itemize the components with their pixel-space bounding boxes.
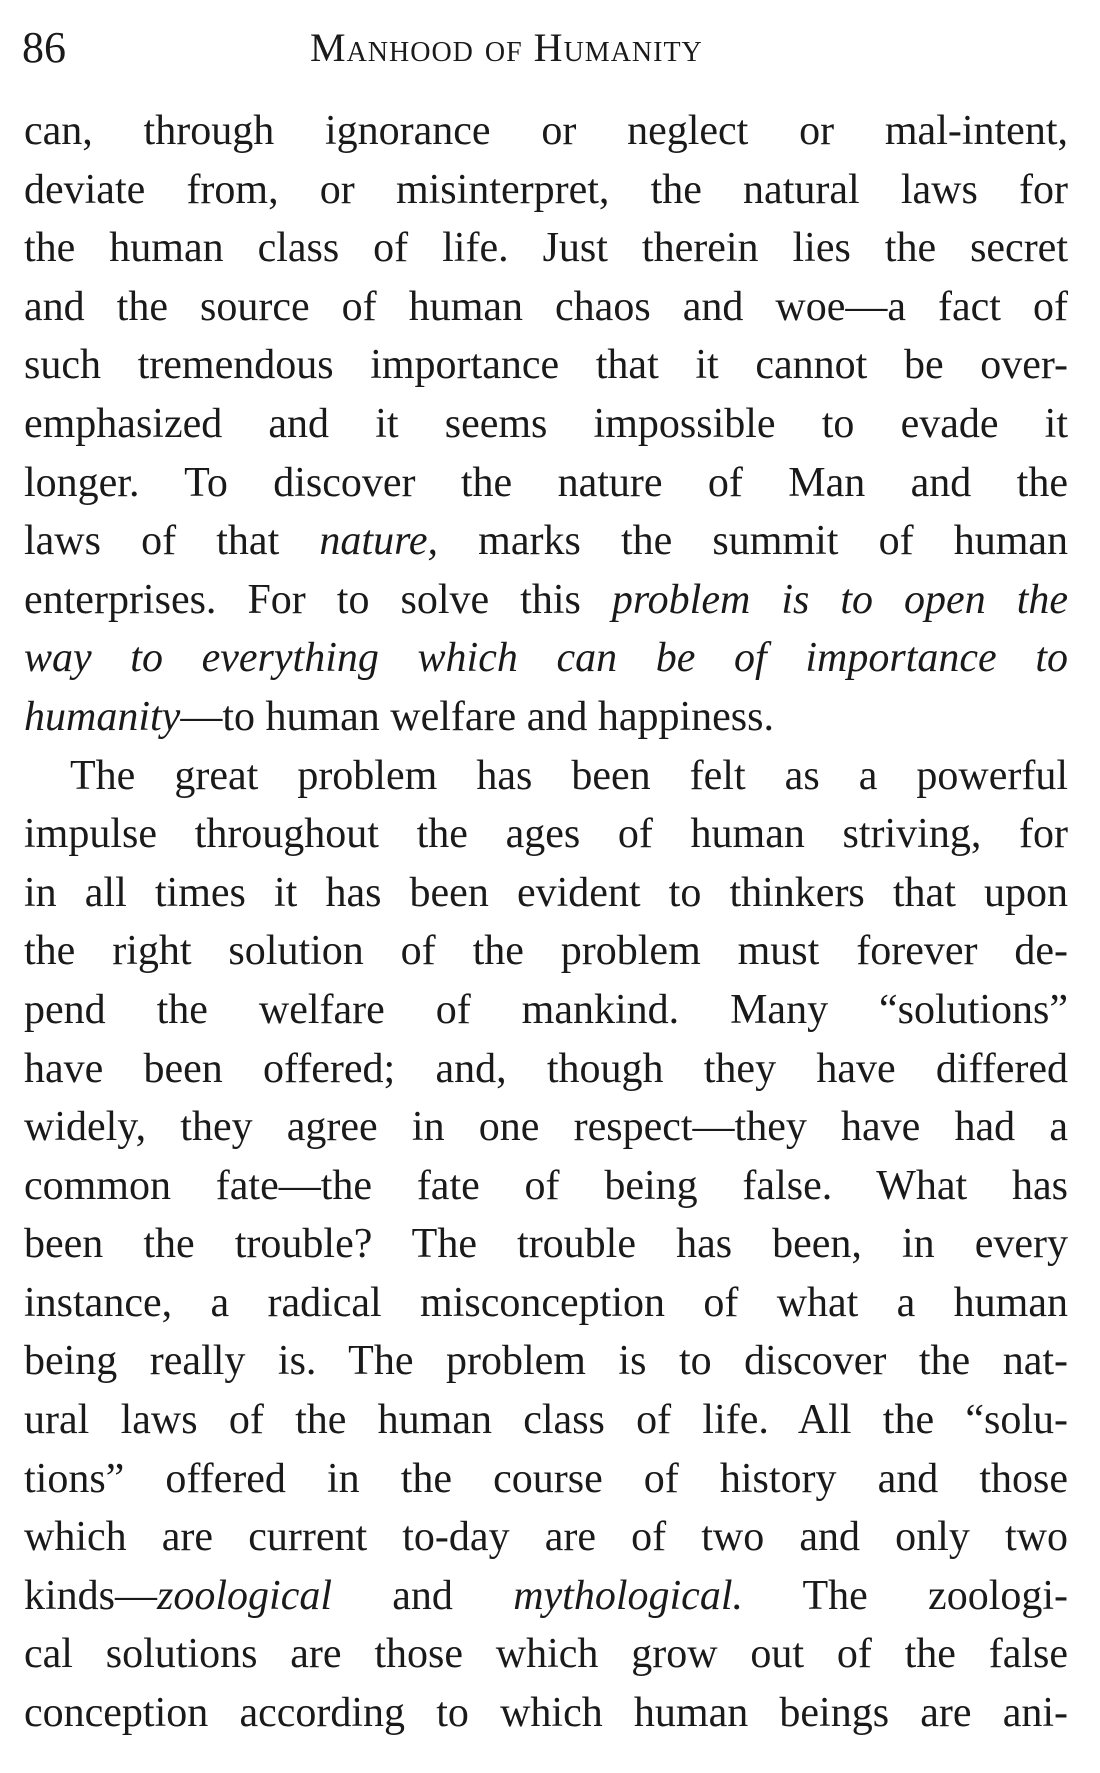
text-line: such tremendous importance that it cannot be over-	[24, 342, 1068, 389]
emphasis-text: way to everything which can be of importance to	[24, 635, 1068, 682]
text-line: being really is. The problem is to discover the nat-	[24, 1338, 1068, 1385]
text-line: been the trouble? The trouble has been, in every	[24, 1221, 1068, 1268]
text-segment: laws of that	[24, 518, 280, 565]
text-segment: kinds—	[24, 1572, 158, 1619]
text-segment: enterprises. For to solve this	[24, 576, 581, 623]
text-line: deviate from, or misinterpret, the natural laws for	[24, 166, 1068, 213]
text-segment: The zoologi-	[802, 1572, 1068, 1619]
running-head	[22, 18, 1080, 78]
text-line: instance, a radical misconception of what a human	[24, 1279, 1068, 1326]
text-line: impulse throughout the ages of human striving, for	[24, 811, 1068, 858]
text-line: ural laws of the human class of life. All the “solu-	[24, 1397, 1068, 1444]
emphasis-text: zoological	[157, 1572, 333, 1619]
emphasis-text: nature,	[319, 518, 439, 565]
text-line: can, through ignorance or neglect or mal-intent,	[24, 108, 1068, 154]
text-segment: and	[392, 1572, 453, 1619]
text-line: tions” offered in the course of history and those	[24, 1455, 1068, 1502]
text-line	[24, 688, 1068, 747]
text-line: longer. To discover the nature of Man and the	[24, 459, 1068, 506]
paragraph-1	[24, 102, 1068, 747]
text-line	[24, 1567, 1068, 1626]
paragraph-2	[24, 747, 1068, 1743]
emphasis-text: problem is to open the	[611, 576, 1068, 623]
text-line: widely, they agree in one respect—they have had a	[24, 1104, 1068, 1151]
text-line: cal solutions are those which grow out of the false	[24, 1631, 1068, 1678]
text-line: and the source of human chaos and woe—a fact of	[24, 283, 1068, 330]
text-line: the right solution of the problem must forever de-	[24, 928, 1068, 975]
text-line: The great problem has been felt as a powerful	[70, 752, 1068, 799]
text-line: common fate—the fate of being false. What has	[24, 1162, 1068, 1209]
running-title: Manhood of Humanity	[310, 25, 703, 70]
text-line: have been offered; and, though they have differed	[24, 1045, 1068, 1092]
text-segment: —to human welfare and happiness.	[180, 693, 774, 740]
emphasis-text: mythological.	[513, 1572, 743, 1619]
page-number: 86	[22, 23, 66, 72]
text-line	[24, 629, 1068, 688]
text-line	[24, 571, 1068, 630]
text-line: emphasized and it seems impossible to evade it	[24, 400, 1068, 447]
text-segment: marks the summit of human	[478, 518, 1068, 565]
text-line: in all times it has been evident to thinkers that upon	[24, 869, 1068, 916]
body-text	[24, 102, 1068, 1743]
text-line: the human class of life. Just therein lies the secret	[24, 225, 1068, 272]
text-line: conception according to which human beings are ani-	[24, 1690, 1068, 1737]
emphasis-text: humanity	[24, 693, 181, 740]
text-line: which are current to-day are of two and only two	[24, 1514, 1068, 1561]
text-line	[24, 512, 1068, 571]
text-line: pend the welfare of mankind. Many “solutions”	[24, 986, 1068, 1033]
